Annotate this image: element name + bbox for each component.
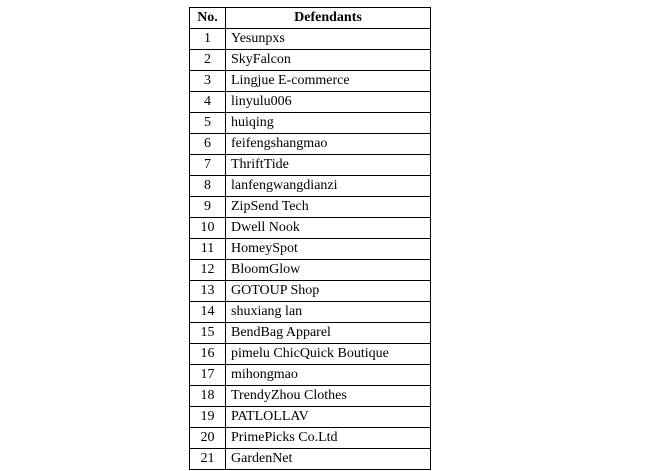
defendant-name: lanfengwangdianzi (226, 176, 431, 197)
row-number: 15 (190, 323, 226, 344)
table-row (190, 197, 431, 218)
row-number: 19 (190, 407, 226, 428)
defendant-name: Lingjue E-commerce (226, 71, 431, 92)
row-number: 8 (190, 176, 226, 197)
defendant-name: linyulu006 (226, 92, 431, 113)
table-row (190, 92, 431, 113)
defendant-name: GOTOUP Shop (226, 281, 431, 302)
table-row (190, 428, 431, 449)
row-number: 20 (190, 428, 226, 449)
row-number: 14 (190, 302, 226, 323)
row-number: 9 (190, 197, 226, 218)
table-row (190, 29, 431, 50)
defendant-name: huiqing (226, 113, 431, 134)
row-number: 2 (190, 50, 226, 71)
table-row (190, 155, 431, 176)
table-row (190, 344, 431, 365)
table-body (190, 29, 431, 470)
row-number: 17 (190, 365, 226, 386)
defendant-name: SkyFalcon (226, 50, 431, 71)
defendant-name: PATLOLLAV (226, 407, 431, 428)
row-number: 4 (190, 92, 226, 113)
table-row (190, 176, 431, 197)
defendant-name: feifengshangmao (226, 134, 431, 155)
table-row (190, 407, 431, 428)
defendant-name: GardenNet (226, 449, 431, 470)
defendants-table (189, 7, 431, 470)
table-row (190, 365, 431, 386)
table-row (190, 71, 431, 92)
defendant-name: Yesunpxs (226, 29, 431, 50)
row-number: 10 (190, 218, 226, 239)
defendant-name: BloomGlow (226, 260, 431, 281)
defendant-name: ZipSend Tech (226, 197, 431, 218)
row-number: 11 (190, 239, 226, 260)
defendant-name: TrendyZhou Clothes (226, 386, 431, 407)
defendant-name: HomeySpot (226, 239, 431, 260)
table-row (190, 386, 431, 407)
table-row (190, 113, 431, 134)
table-row (190, 323, 431, 344)
defendant-name: shuxiang lan (226, 302, 431, 323)
table-row (190, 218, 431, 239)
defendant-name: BendBag Apparel (226, 323, 431, 344)
row-number: 12 (190, 260, 226, 281)
row-number: 5 (190, 113, 226, 134)
table-row (190, 281, 431, 302)
row-number: 1 (190, 29, 226, 50)
table-row (190, 449, 431, 470)
row-number: 16 (190, 344, 226, 365)
defendant-name: mihongmao (226, 365, 431, 386)
table-row (190, 260, 431, 281)
column-header-defendants: Defendants (226, 8, 431, 29)
table-row (190, 50, 431, 71)
row-number: 18 (190, 386, 226, 407)
defendant-name: pimelu ChicQuick Boutique (226, 344, 431, 365)
row-number: 13 (190, 281, 226, 302)
row-number: 3 (190, 71, 226, 92)
defendant-name: Dwell Nook (226, 218, 431, 239)
defendant-name: PrimePicks Co.Ltd (226, 428, 431, 449)
defendant-name: ThriftTide (226, 155, 431, 176)
table-row (190, 302, 431, 323)
table-header-row (190, 8, 431, 29)
table-row (190, 239, 431, 260)
row-number: 21 (190, 449, 226, 470)
row-number: 7 (190, 155, 226, 176)
row-number: 6 (190, 134, 226, 155)
column-header-no: No. (190, 8, 226, 29)
table-row (190, 134, 431, 155)
